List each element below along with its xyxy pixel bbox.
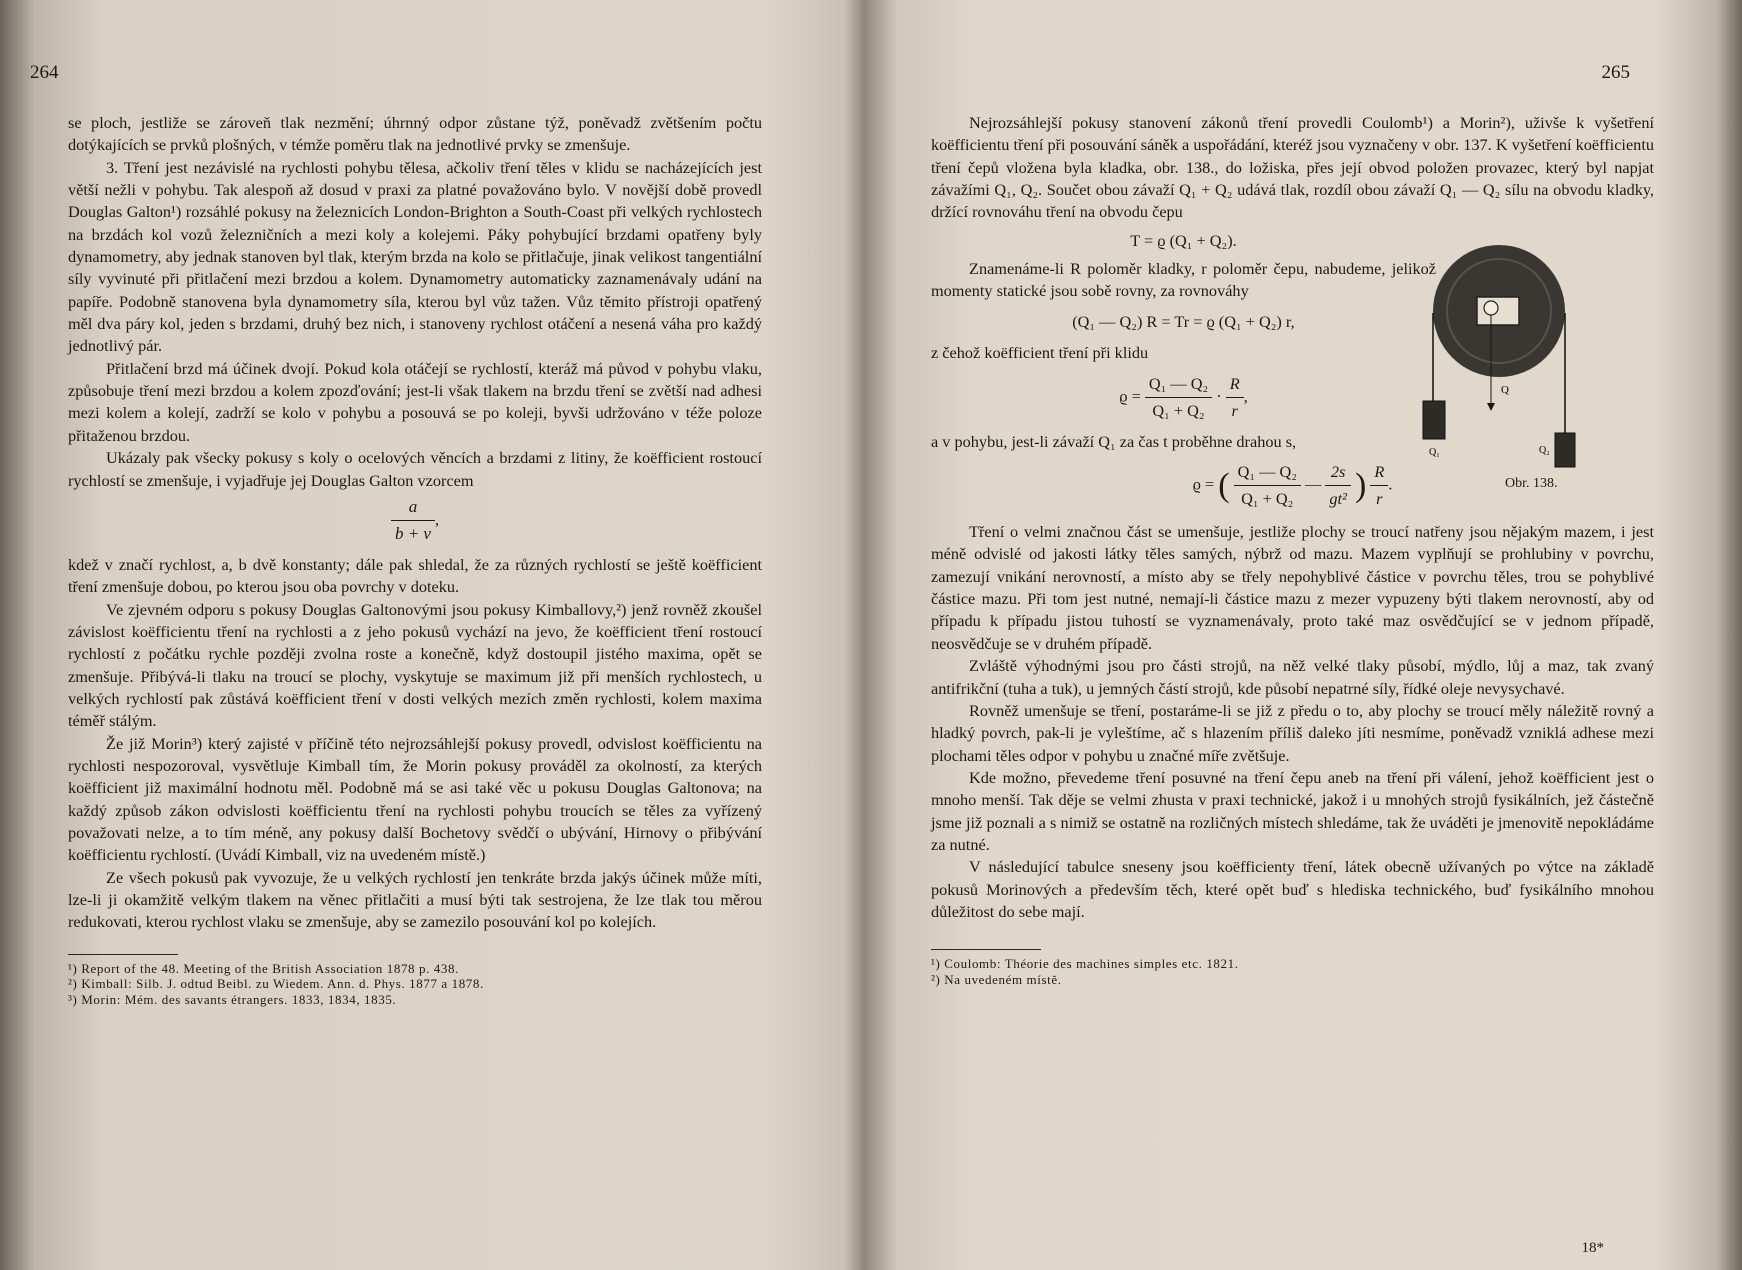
right-page: [871, 0, 1742, 1270]
axle-pin: [1484, 301, 1498, 315]
paragraph: Ze všech pokusů pak vyvozuje, že u velkých rychlostí jen tenkráte brzda jakýs účinek může míti, lze-li ji okamžitě velkým tlakem na věnec přitlačiti a musí býti tak sestrojena, že lze tlak tou měrou redukovati, kterou rychlost vlaku se zmenšuje, aby se zamezilo posouvání kol po kolejích.: [68, 867, 762, 932]
footnote: ¹) Report of the 48. Meeting of the British Association 1878 p. 438.: [68, 960, 459, 976]
paragraph: Zvláště výhodnými jsou pro části strojů, na něž velké tlaky působí, mýdlo, lůj a maz, tak zvaný antifrikční (tuha a tuk), u jemných částí strojů, kde působí nepatrné síly, řídké oleje nevysychavé.: [931, 656, 1654, 698]
paragraph: V následující tabulce sneseny jsou koëfficienty tření, látek obecně užívaných po výtce na základě pokusů Morinových a především těch, které opět buď s hlediska technického, buď fysikálního mnohou důležitost do sebe mají.: [931, 857, 1654, 921]
paragraph: Ve zjevném odporu s pokusy Douglas Galtonovými jsou pokusy Kimballovy,²) jenž rovněž zkoušel závislost koëfficientu tření na rychlosti a z jeho pokusů vychází na jevo, že koëfficient tření rostoucí rychlostí z počátku rychle později zvolna roste a konečně, když dostoupil jistého maxima, opět se zmenšuje. Přibývá-li tlaku na troucí se plochy, vyskytuje se maximum již při menších rychlostech, u velkých rychlostí pak zůstává koëfficient tření v dosti velkých mezích změn rychlosti, kolem maxima téměř stálým.: [68, 599, 762, 731]
left-page: [0, 0, 860, 1270]
footnote: ²) Na uvedeném místě.: [931, 971, 1062, 987]
left-page-text: [68, 112, 762, 1007]
paragraph: a v pohybu, jest-li závaží Q₁ za čas t proběhne drahou s,: [931, 431, 1297, 451]
label-q: Q: [1501, 384, 1509, 396]
footnote-rule: [68, 954, 178, 955]
paragraph: Že již Morin³) který zajisté v příčině této nejrozsáhlejší pokusy provedl, odvislost koëfficientu na rychlosti nespozoroval, vysvětluje Kimball tím, že Morin pokusy prováděl za okolností, za kterých koëfficient již maximální hodnotu měl. Podobně má se asi také věc u pokusu Douglas Galtonova; na každý způsob zákon odvislosti koëfficientu tření na rychlosti pohybu troucích se těles za vyřízený považovati nelze, a to tím méně, any pokusy další Bochetovy svědčí o ubývání, Hirnovy o přibývání koëfficientu rychlostí. (Uvádí Kimball, viz na uvedeném místě.): [68, 733, 762, 865]
paragraph: Ukázaly pak všecky pokusy s koly o ocelových věncích a brzdami z litiny, že koëfficient rostoucí rychlostí se zmenšuje, i vyjadřuje jej Douglas Galton vzorcem: [68, 448, 762, 490]
footnote-rule: [931, 949, 1041, 950]
formula-t: T = ϱ (Q₁ + Q₂).: [1130, 230, 1237, 250]
weight-q1: [1423, 401, 1445, 439]
paragraph: 3. Tření jest nezávislé na rychlosti pohybu tělesa, ačkoliv tření těles v klidu se nacházejících jest větší nežli v pohybu. Tak alespoň až dosud v praxi za platné považováno bylo. V novější době provedl Douglas Galton¹) rozsáhlé pokusy na železnicích London-Brighton a South-Coast při velkých rychlostech na brzdách kol vozů železničních a mezi koly a kolejemi. Páky pohybující brzdami opatřeny byly dynamometry, aby jednak stanoven byl tlak, kterým brzda na kolo se přitlačuje, jinak velikost tangentiální síly vyvinuté při přitlačení mezi brzdou a kolem. Dynamometry automaticky zaznamenávaly udání na papíře. Podobně stanovena byla dynamometry síla, kterou byl vůz tažen. Vůz těmito přístroji opatřený měl dva páry kol, jeden s brzdami, druhý bez nich, i stanoveny rychlost otáčení a nesená váha pro každý jednotlivý pár.: [68, 157, 762, 356]
page-number-left: 264: [30, 62, 59, 83]
weight-q2: [1555, 433, 1575, 467]
paragraph: se ploch, jestliže se zároveň tlak nezmění; úhrnný odpor zůstane týž, poněvadž zvětšením počtu dotýkajících se prvků plošných, v témže poměru tlak na jednotlivé prvky se zmenšuje.: [68, 113, 762, 155]
paragraph: Znamenáme-li R poloměr kladky, r poloměr čepu, nabudeme, jelikož momenty statické jsou sobě rovny, za rovnováhy: [931, 258, 1436, 301]
formula-motion: ϱ = ( $\frac{\text{Q₁ — Q₂}}{\text{Q₁ + Q₂}}$ — $\frac{2s}{\text{gt²}}$ ) $\frac{R}{r}$ .: [1192, 462, 1393, 509]
signature-mark: 18*: [1581, 1240, 1604, 1256]
paragraph: Kde možno, převedeme tření posuvné na tření čepu aneb na tření při válení, jehož koëfficient jest o mnoho menší. Tak děje se velmi zhusta v praxi technické, jakož i u mnohých strojů fysikálních, jež částečně jsme již poznali a s nimiž se ostatně na rozličných místech shledáme, tak že uváděti je jmenovitě nepokládáme za nutné.: [931, 767, 1654, 854]
formula-denominator: b + v: [394, 524, 431, 544]
galton-formula: [68, 496, 762, 552]
pulley-figure: [1421, 233, 1601, 493]
formula-rest: ϱ = $\frac{\text{Q₁ — Q₂}}{\text{Q₁ + Q₂}}$ · $\frac{R}{r}$ ,: [1119, 373, 1248, 421]
footnote: ³) Morin: Mém. des savants étrangers. 1833, 1834, 1835.: [68, 991, 397, 1007]
footnote: ¹) Coulomb: Théorie des machines simples etc. 1821.: [931, 956, 1239, 972]
label-q2: Q₂: [1539, 445, 1550, 456]
paragraph: Přitlačení brzd má účinek dvojí. Pokud kola otáčejí se rychlostí, kteráž má původ v pohybu vlaku, způsobuje tření mezi brzdou a kolem zpozďování; jest-li však tlakem na brzdu tření se zvětší nad adhesi mezi kolem a kolejí, zadrží se kolo v pohybu a posouvá se po koleji, byvši udržováno v téže poloze přitaženou brzdou.: [68, 358, 762, 445]
formula-moments: (Q₁ — Q₂) R = Tr = ϱ (Q₁ + Q₂) r,: [1072, 312, 1295, 332]
paragraph: Nejrozsáhlejší pokusy stanovení zákonů tření provedli Coulomb¹) a Morin²), uživše k vyšetření koëfficientu tření při posouvání sáněk a uspořádání, kteréž jsou vyznačeny v obr. 137. K vyšetření koëfficientu tření čepů vložena byla kladka, obr. 138., do ložiska, přes její obvod položen provazec, který byl napjat závažími Q₁, Q₂. Součet obou závaží Q₁ + Q₂ udává tlak, rozdíl obou závaží Q₁ — Q₂ sílu na obvodu kladky, držící rovnováhu tření na obvodu čepu: [931, 113, 1654, 222]
paragraph: kdež v značí rychlost, a, b dvě konstanty; dále pak shledal, že za různých rychlostí se ještě koëfficient tření zmenšuje dobou, po kterou jsou oba povrchy v doteku.: [68, 554, 762, 597]
formula-numerator: a: [391, 496, 435, 521]
bearing-block: [1477, 297, 1519, 325]
paragraph: Tření o velmi značnou část se umenšuje, jestliže plochy se troucí natřeny jsou nějakým mazem, i jest méně odvislé od jakosti látky těles samých, nýbrž od mazu. Mazem vyplňují se prohlubiny v povrchu, zamezují vnikání nerovností, a místo aby se třely nepohyblivé částice v povrchu těles, trou se pohyblivé částice mazu. Při tom jest nutné, nemají-li částice mazu z mezer vypuzeny býti tlakem nerovností, aby od případu k případu jistou tuhostí se vyznamenávaly, proto také maz osvědčující se v jednom případě, neosvědčuje se v druhém případě.: [931, 522, 1654, 653]
figure-caption: Obr. 138.: [1505, 476, 1558, 491]
label-q1: Q₁: [1429, 447, 1440, 458]
paragraph: z čehož koëfficient tření při klidu: [931, 343, 1149, 363]
footnote: ²) Kimball: Silb. J. odtud Beibl. zu Wiedem. Ann. d. Phys. 1877 a 1878.: [68, 976, 484, 992]
paragraph: Rovněž umenšuje se tření, postaráme-li se již z předu o to, aby plochy se troucí měly náležitě rovný a hladký povrch, pak-li je vyleštíme, ač s hlazením příliš daleko jíti nesmíme, poněvadž vzniklá adhese mezi plochami těles odpor v pohybu u značné míře zvětšuje.: [931, 700, 1654, 765]
page-number-right: 265: [1601, 62, 1630, 83]
formula-trailing: ,: [434, 509, 440, 529]
